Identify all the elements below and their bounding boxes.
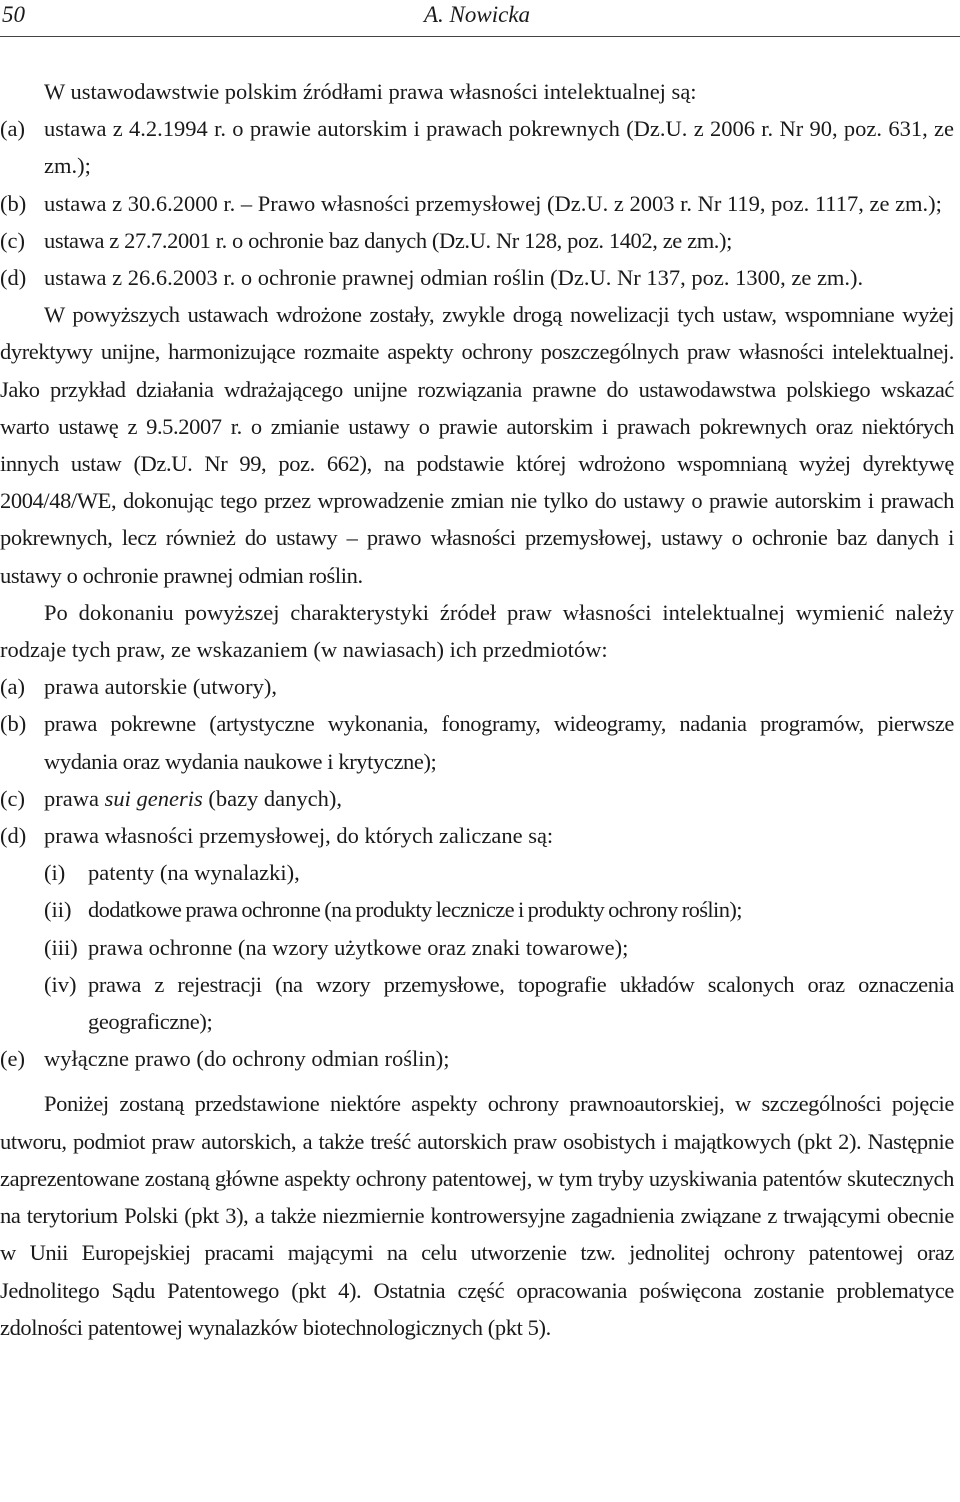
list-text: ustawa z 30.6.2000 r. – Prawo własności przemysłowej (Dz.U. z 2003 r. Nr 119, poz. 1117, ze zm.); [44,190,942,216]
list-label: (ii) [44,897,72,923]
list-label: (e) [0,1046,25,1072]
rights-item [0,1040,954,1077]
paragraph-outline: Poniżej zostaną przedstawione niektóre aspekty ochrony prawnoautorskiej, w szczególności pojęcie utworu, podmiot praw autorskich, a także treść autorskich praw osobistych i majątkowych (pkt 2). Następnie zaprezentowane zostaną główne aspekty ochrony patentowej, w tym tryby uzyskiwania patentów skutecznych na terytorium Polski (pkt 3), a także niezmiernie kontrowersyjne zagadnienia związane z trwającymi obecnie w Unii Europejskiej pracami mającymi na celu utworzenie tzw. jednolitej ochrony patentowej oraz Jednolitego Sądu Patentowego (pkt 4). Ostatnia część opracowania poświęcona zostanie problematyce zdolności patentowej wynalazków biotechnologicznych (pkt 5). [0,1091,954,1340]
latin-term: sui generis [104,785,203,811]
list-text: ustawa z 27.7.2001 r. o ochronie baz danych (Dz.U. Nr 128, poz. 1402, ze zm.); [44,227,732,253]
rights-item [0,817,954,854]
list-text: wyłączne prawo (do ochrony odmian roślin); [44,1046,450,1072]
list-label: (a) [0,674,25,700]
paragraph-implementation: W powyższych ustawach wdrożone zostały, zwykle drogą nowelizacji tych ustaw, wspomniane wyżej dyrektywy unijne, harmonizujące rozmaite aspekty ochrony poszczególnych praw własności intelektualnej. Jako przykład działania wdrażającego unijne rozwiązania prawne do ustawodawstwa polskiego wskazać warto ustawę z 9.5.2007 r. o zmianie ustawy o prawie autorskim i prawach pokrewnych oraz niektórych innych ustaw (Dz.U. Nr 99, poz. 662), na podstawie której wdrożono wspomnianą wyżej dyrektywę 2004/48/WE, dokonując tego przez wprowadzenie zmian nie tylko do ustawy o prawie autorskim i prawach pokrewnych, lecz również do ustawy – prawo własności przemysłowej, ustawy o ochronie baz danych i ustawy o ochronie prawnej odmian roślin. [0,302,954,588]
list-label: (d) [0,823,27,849]
list-text: prawa ochronne (na wzory użytkowe oraz znaki towarowe); [88,934,629,960]
list-label: (c) [0,785,25,811]
list-text: prawa autorskie (utwory), [44,674,278,700]
list-text: ustawa z 4.2.1994 r. o prawie autorskim i prawach pokrewnych (Dz.U. z 2006 r. Nr 90, poz. 631, ze zm.); [44,116,954,179]
rights-subitem [0,891,954,928]
list-text [44,780,954,817]
list-label: (iii) [44,934,78,960]
list-text: prawa pokrewne (artystyczne wykonania, fonogramy, wideogramy, nadania programów, pierwsze wydania oraz wydania naukowe i krytyczne); [44,711,954,774]
paragraph-rights-types: Po dokonaniu powyższej charakterystyki źródeł praw własności intelektualnej wymienić należy rodzaje tych praw, ze wskazaniem (w nawiasach) ich przedmiotów: [0,599,954,663]
rights-subitem [0,966,954,1040]
document-body [0,73,954,1346]
list-label: (b) [0,190,27,216]
list-text: prawa własności przemysłowej, do których zaliczane są: [44,823,554,849]
rights-item [0,668,954,705]
list-label: (d) [0,265,27,291]
source-item [0,185,954,222]
list-label: (c) [0,227,25,253]
list-text: patenty (na wynalazki), [88,860,300,886]
running-header-author: A. Nowicka [424,2,531,27]
page-number: 50 [2,2,25,27]
sources-intro: W ustawodawstwie polskim źródłami prawa własności intelektualnej są: [44,79,697,104]
rights-item [0,780,954,817]
running-header [0,0,960,37]
list-text-post: (bazy danych), [202,785,343,811]
rights-subitem [0,929,954,966]
list-label: (b) [0,711,27,737]
list-label: (i) [44,860,66,886]
list-text-pre: prawa [44,785,105,811]
list-text: dodatkowe prawa ochronne (na produkty lecznicze i produkty ochrony roślin); [88,897,742,923]
list-label: (iv) [44,971,77,997]
list-text: ustawa z 26.6.2003 r. o ochronie prawnej odmian roślin (Dz.U. Nr 137, poz. 1300, ze zm.). [44,265,864,291]
list-label: (a) [0,116,25,142]
rights-item [0,705,954,779]
source-item [0,110,954,184]
rights-subitem [0,854,954,891]
list-text: prawa z rejestracji (na wzory przemysłowe, topografie układów scalonych oraz oznaczenia geograficzne); [88,971,954,1035]
source-item [0,222,954,259]
source-item [0,259,954,296]
